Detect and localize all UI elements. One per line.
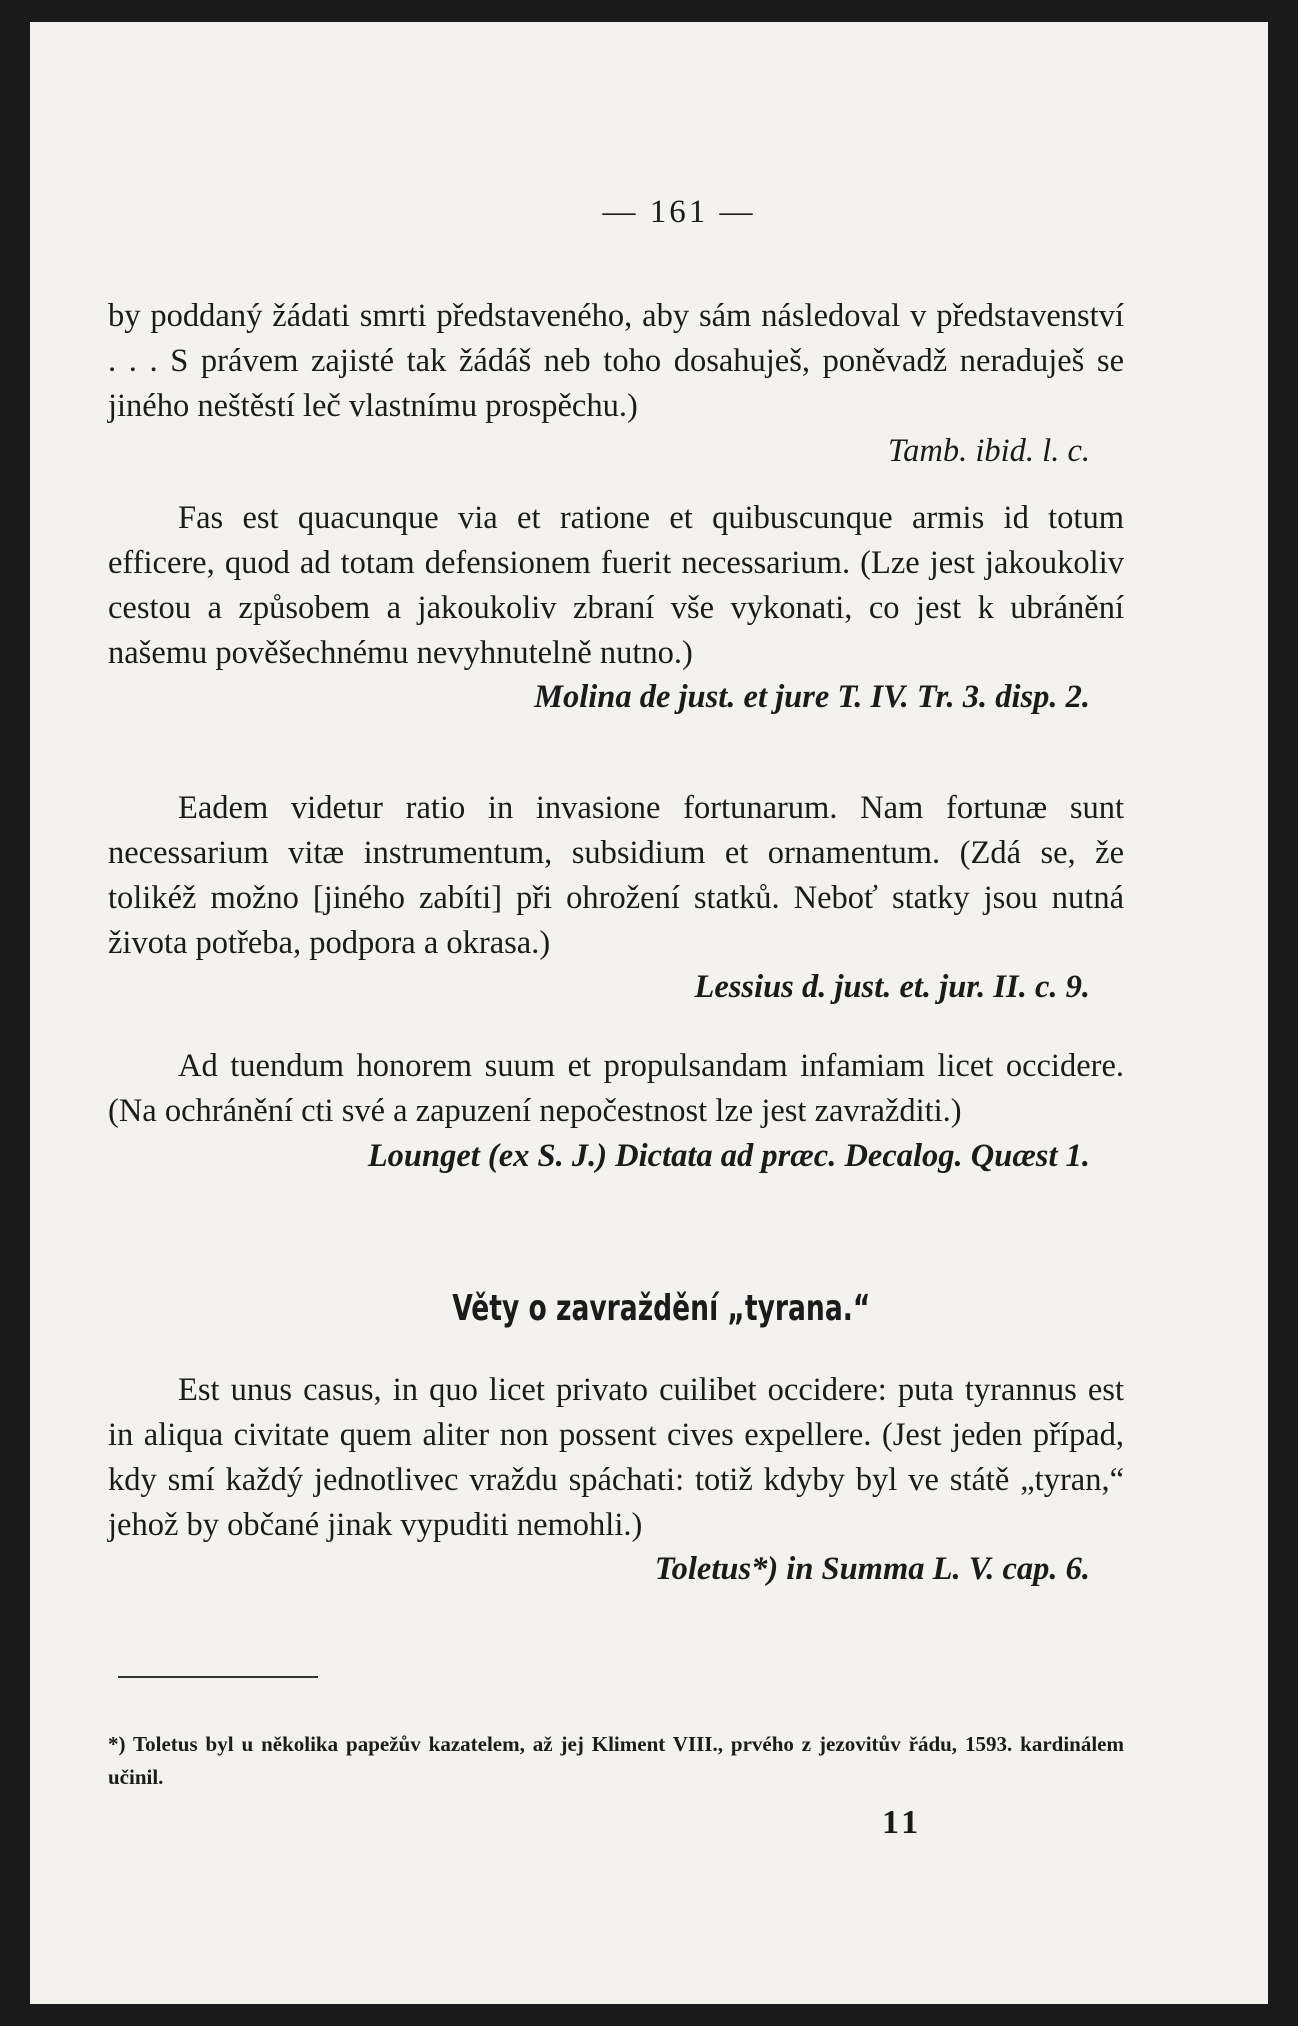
passage-tyrant-citation: Toletus*) in Summa L. V. cap. 6. — [654, 1551, 1090, 1588]
passage-1-text: by poddaný žádati smrti představeného, aby sám následoval v představenství . . . S právem zajisté tak žádáš neb toho dosahuješ, poněvadž neraduješ se jiného neštěstí leč vlastnímu prospěchu.) — [108, 298, 1124, 424]
passage-2-citation: Molina de just. et jure T. IV. Tr. 3. disp. 2. — [534, 679, 1090, 716]
page-number: — 161 — — [602, 194, 756, 230]
passage-tyrant-text: Est unus casus, in quo licet privato cuilibet occidere: puta tyrannus est in aliqua civitate quem aliter non possent cives expellere. (Jest jeden případ, kdy smí každý jednotlivec vraždu spáchati: totiž kdyby byl ve státě „tyran,“ jehož by občané jinak vypuditi nemohli.) — [108, 1372, 1124, 1543]
footnote: *) Toletus byl u několika papežův kazatelem, až jej Kliment VIII., prvého z jezovitův řádu, 1593. kardinálem učinil. — [108, 1732, 1124, 1789]
passage-tyrant — [108, 1368, 1124, 1592]
passage-3-citation: Lessius d. just. et. jur. II. c. 9. — [694, 969, 1090, 1006]
passage-4-citation: Lounget (ex S. J.) Dictata ad præc. Decalog. Quæst 1. — [367, 1137, 1090, 1174]
book-page — [30, 22, 1268, 2004]
passage-4 — [108, 1044, 1124, 1179]
passage-3-text: Eadem videtur ratio in invasione fortunarum. Nam fortunæ sunt necessarium vitæ instrumentum, subsidium et ornamentum. (Zdá se, že tolikéž možno [jiného zabíti] při ohrožení statků. Neboť statky jsou nutná života potřeba, podpora a okrasa.) — [108, 790, 1124, 961]
passage-3 — [108, 786, 1124, 1010]
signature-mark: 11 — [882, 1804, 923, 1841]
section-heading: Věty o zavraždění „tyrana.“ — [452, 1288, 871, 1329]
passage-2-text: Fas est quacunque via et ratione et quibuscunque armis id totum efficere, quod ad totam defensionem fuerit necessarium. (Lze jest jakoukoliv cestou a způsobem a jakoukoliv zbraní vše vykonati, co jest k ubránění našemu pověšechnému nevyhnutelně nutno.) — [108, 500, 1124, 671]
passage-2 — [108, 496, 1124, 720]
footnote-divider — [118, 1676, 318, 1678]
passage-4-text: Ad tuendum honorem suum et propulsandam infamiam licet occidere. (Na ochránění cti své a zapuzení nepočestnost lze jest zavražditi.) — [108, 1048, 1124, 1129]
passage-1-citation: Tamb. ibid. l. c. — [888, 432, 1090, 469]
passage-1 — [108, 294, 1124, 473]
